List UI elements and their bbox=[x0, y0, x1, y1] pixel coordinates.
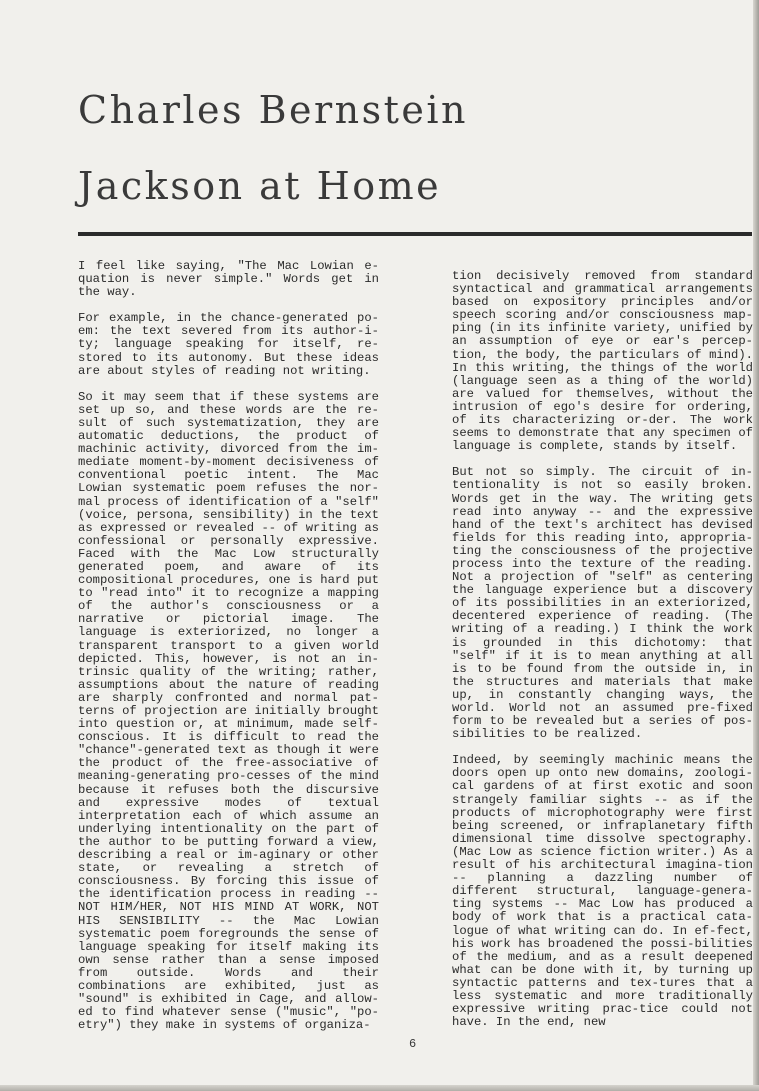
author-heading: Charles Bernstein bbox=[78, 88, 469, 132]
paragraph: So it may seem that if these systems are set up so, and these words are the re-sult of such systematization, they are automatic deductions, the product of machinic activity, divorced from the im-mediate moment-by-moment decisiveness of conventional poetic intent. The Mac Lowian systematic poem refuses the nor-mal process of identification of a "self" (voice, persona, sensibility) in the text as expressed or revealed -- of writing as confessional or personally expressive. Faced with the Mac Low structurally generated poem, and aware of its compositional procedures, one is hard put to "read into" it to recognize a mapping of the author's consciousness or a narrative or pictorial image. The language is exteriorized, no longer a transparent transport to a given world depicted. This, however, is not an in-trinsic quality of the writing; rather, assumptions about the nature of reading are sharply confronted and normal pat-terns of projection are initially brought into question or, at minimum, made self-conscious. It is difficult to read the "chance"-generated text as though it were the product of the free-associative of meaning-generating pro-cesses of the mind because it refuses both the discursive and expressive modes of textual interpretation each of which assume an underlying intentionality on the part of the author to be putting forward a view, describing a real or im-aginary or other state, or revealing a stretch of consciousness. By forcing this issue of the identification process in reading -- NOT HIM/HER, NOT HIS MIND AT WORK, NOT HIS SENSIBILITY -- the Mac Lowian systematic poem foregrounds the sense of language speaking for itself making its own sense rather than a sense imposed from outside. Words and their combinations are exhibited, just as "sound" is exhibited in Cage, and allow-ed to find whatever sense ("music", "po-etry") they make in systems of organiza- bbox=[78, 389, 379, 1033]
paragraph: For example, in the chance-generated po-em: the text severed from its author-i-ty; language speaking for itself, re-stored to its autonomy. But these ideas are about styles of reading not writing. bbox=[78, 311, 379, 378]
paragraph: Indeed, by seemingly machinic means the doors open up onto new domains, zoologi-cal gardens of at first exotic and soon strangely familiar sights -- as if the products of microphotography were first being screened, or infraplanetary fifth dimensional time dissolve spectography. (Mac Low as science fiction writer.) As a result of his architectural imagina-tion -- planning a dazzling number of different structural, language-genera-ting systems -- Mac Low has produced a body of work that is a practical cata-logue of what writing can do. In ef-fect, his work has broadened the possi-bilities of the medium, and as a result deepened what can be done with it, by turning up syntactic patterns and tex-tures that a less systematic and more traditionally expressive writing prac-tice could not have. In the end, new bbox=[452, 753, 753, 1030]
page-number: 6 bbox=[409, 1037, 417, 1051]
paragraph: But not so simply. The circuit of in-tentionality is not so easily broken. Words get in the way. The writing gets read into anyway -- and the expressive hand of the text's architect has devised fields for this reading into, appropria-ting the consciousness of the projective process into the texture of the reading. Not a projection of "self" as centering the language experience but a discovery of its possibilities in an exteriorized, decentered experience of reading. (The writing of a reading.) I think the work is grounded in this dichotomy: that "self" if it is to mean anything at all is to be found from the outside in, in the structures and materials that make up, in constantly changing ways, the world. World not an assumed pre-fixed form to be revealed but a series of pos-sibilities to be realized. bbox=[452, 465, 753, 742]
essay-title: Jackson at Home bbox=[78, 164, 442, 208]
page-edge-shadow bbox=[753, 0, 759, 1091]
right-column bbox=[452, 270, 753, 1042]
title-rule bbox=[78, 232, 752, 236]
paragraph: tion decisively removed from standard syntactical and grammatical arrangements based on expository principles and/or speech scoring and/or consciousness map-ping (in its infinite variety, unified by an assumption of eye or ear's percep-tion, the body, the particulars of mind). In this writing, the things of the world (language seen as a thing of the world) are valued for themselves, without the intrusion of ego's desire for ordering, of its characterizing or-der. The work seems to demonstrate that any specimen of language is complete, stands by itself. bbox=[452, 269, 753, 454]
left-column bbox=[78, 260, 379, 1045]
paragraph: I feel like saying, "The Mac Lowian e-quation is never simple." Words get in the way. bbox=[78, 259, 379, 300]
page-bottom-shadow bbox=[0, 1085, 759, 1091]
